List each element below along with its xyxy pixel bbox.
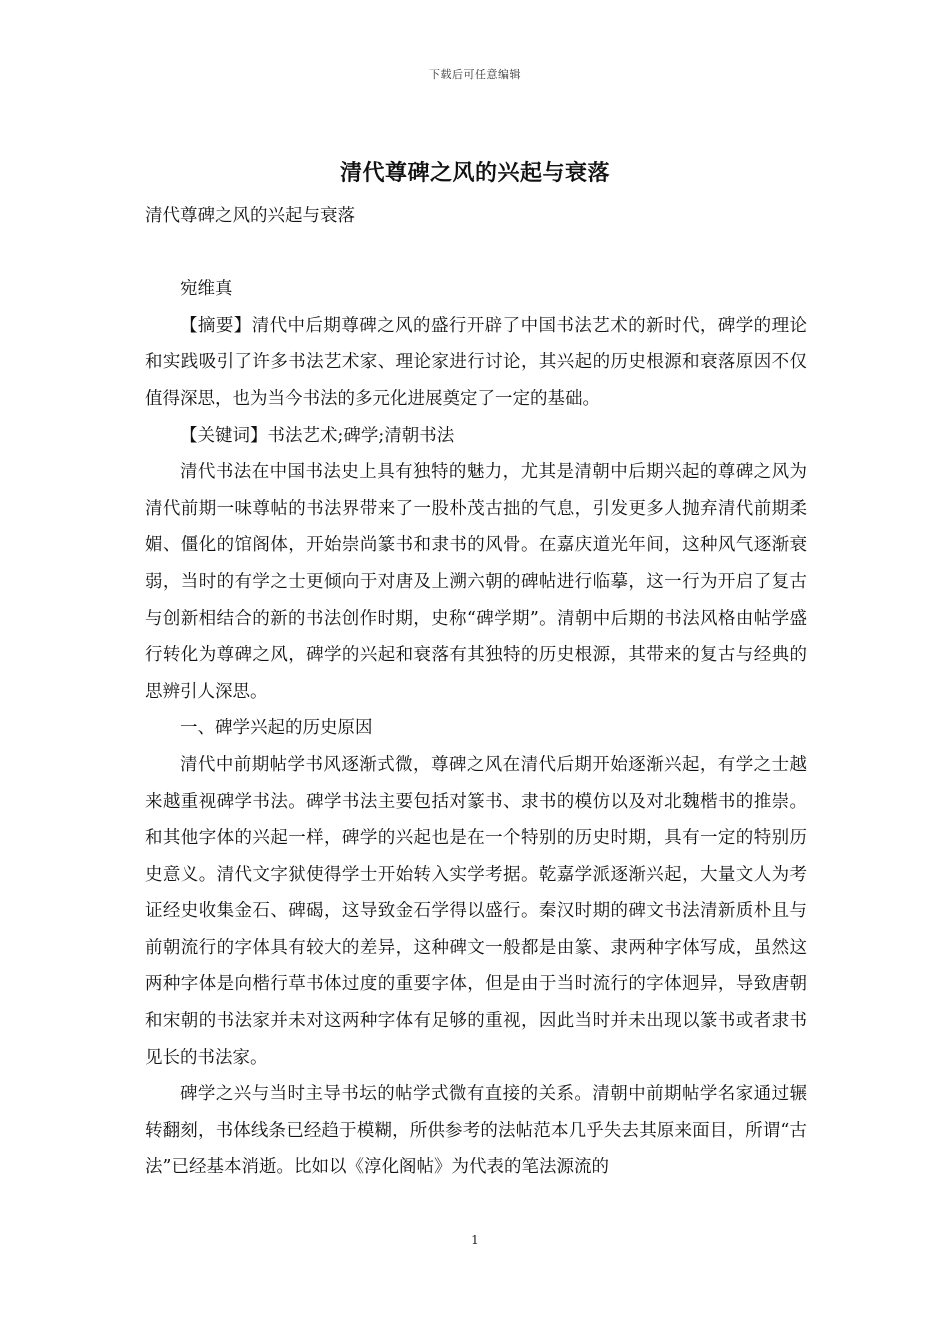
document-subtitle: 清代尊碑之风的兴起与衰落 (145, 206, 355, 226)
body-paragraph: 碑学之兴与当时主导书坛的帖学式微有直接的关系。清朝中前期帖学名家通过辗转翻刻，书体线条已经趋于模糊，所供参考的法帖范本几乎失去其原来面目，所谓“古法”已经基本消逝。比如以《淳化阁帖》为代表的笔法源流的 (145, 1084, 807, 1178)
document-body (145, 198, 807, 1186)
page-number: 1 (471, 1233, 479, 1247)
author-name: 宛维真 (180, 279, 233, 300)
keywords-paragraph: 【关键词】书法艺术;碑学;清朝书法 (180, 425, 455, 446)
intro-paragraph: 清代书法在中国书法史上具有独特的魅力，尤其是清朝中后期兴起的尊碑之风为清代前期一味尊帖的书法界带来了一股朴茂古拙的气息，引发更多人抛弃清代前期柔媚、僵化的馆阁体，开始崇尚篆书和隶书的风骨。在嘉庆道光年间，这种风气逐渐衰弱，当时的有学之士更倾向于对唐及上溯六朝的碑帖进行临摹，这一行为开启了复古与创新相结合的新的书法创作时期，史称“碑学期”。清朝中后期的书法风格由帖学盛行转化为尊碑之风，碑学的兴起和衰落有其独特的历史根源，其带来的复古与经典的思辨引人深思。 (145, 462, 807, 702)
section-heading: 一、碑学兴起的历史原因 (180, 718, 373, 739)
body-paragraph: 清代中前期帖学书风逐渐式微，尊碑之风在清代后期开始逐渐兴起，有学之士越来越重视碑学书法。碑学书法主要包括对篆书、隶书的模仿以及对北魏楷书的推崇。和其他字体的兴起一样，碑学的兴起也是在一个特别的历史时期，具有一定的特别历史意义。清代文字狱使得学士开始转入实学考据。乾嘉学派逐渐兴起，大量文人为考证经史收集金石、碑碣，这导致金石学得以盛行。秦汉时期的碑文书法清新质朴且与前朝流行的字体具有较大的差异，这种碑文一般都是由篆、隶两种字体写成，虽然这两种字体是向楷行草书体过度的重要字体，但是由于当时流行的字体迥异，导致唐朝和宋朝的书法家并未对这两种字体有足够的重视，因此当时并未出现以篆书或者隶书见长的书法家。 (145, 754, 807, 1068)
document-title: 清代尊碑之风的兴起与衰落 (339, 160, 610, 186)
header-note: 下载后可任意编辑 (429, 68, 521, 81)
blank-line (145, 235, 807, 272)
abstract-paragraph: 【摘要】清代中后期尊碑之风的盛行开辟了中国书法艺术的新时代，碑学的理论和实践吸引了许多书法艺术家、理论家进行讨论，其兴起的历史根源和衰落原因不仅值得深思，也为当今书法的多元化进展奠定了一定的基础。 (145, 315, 807, 409)
